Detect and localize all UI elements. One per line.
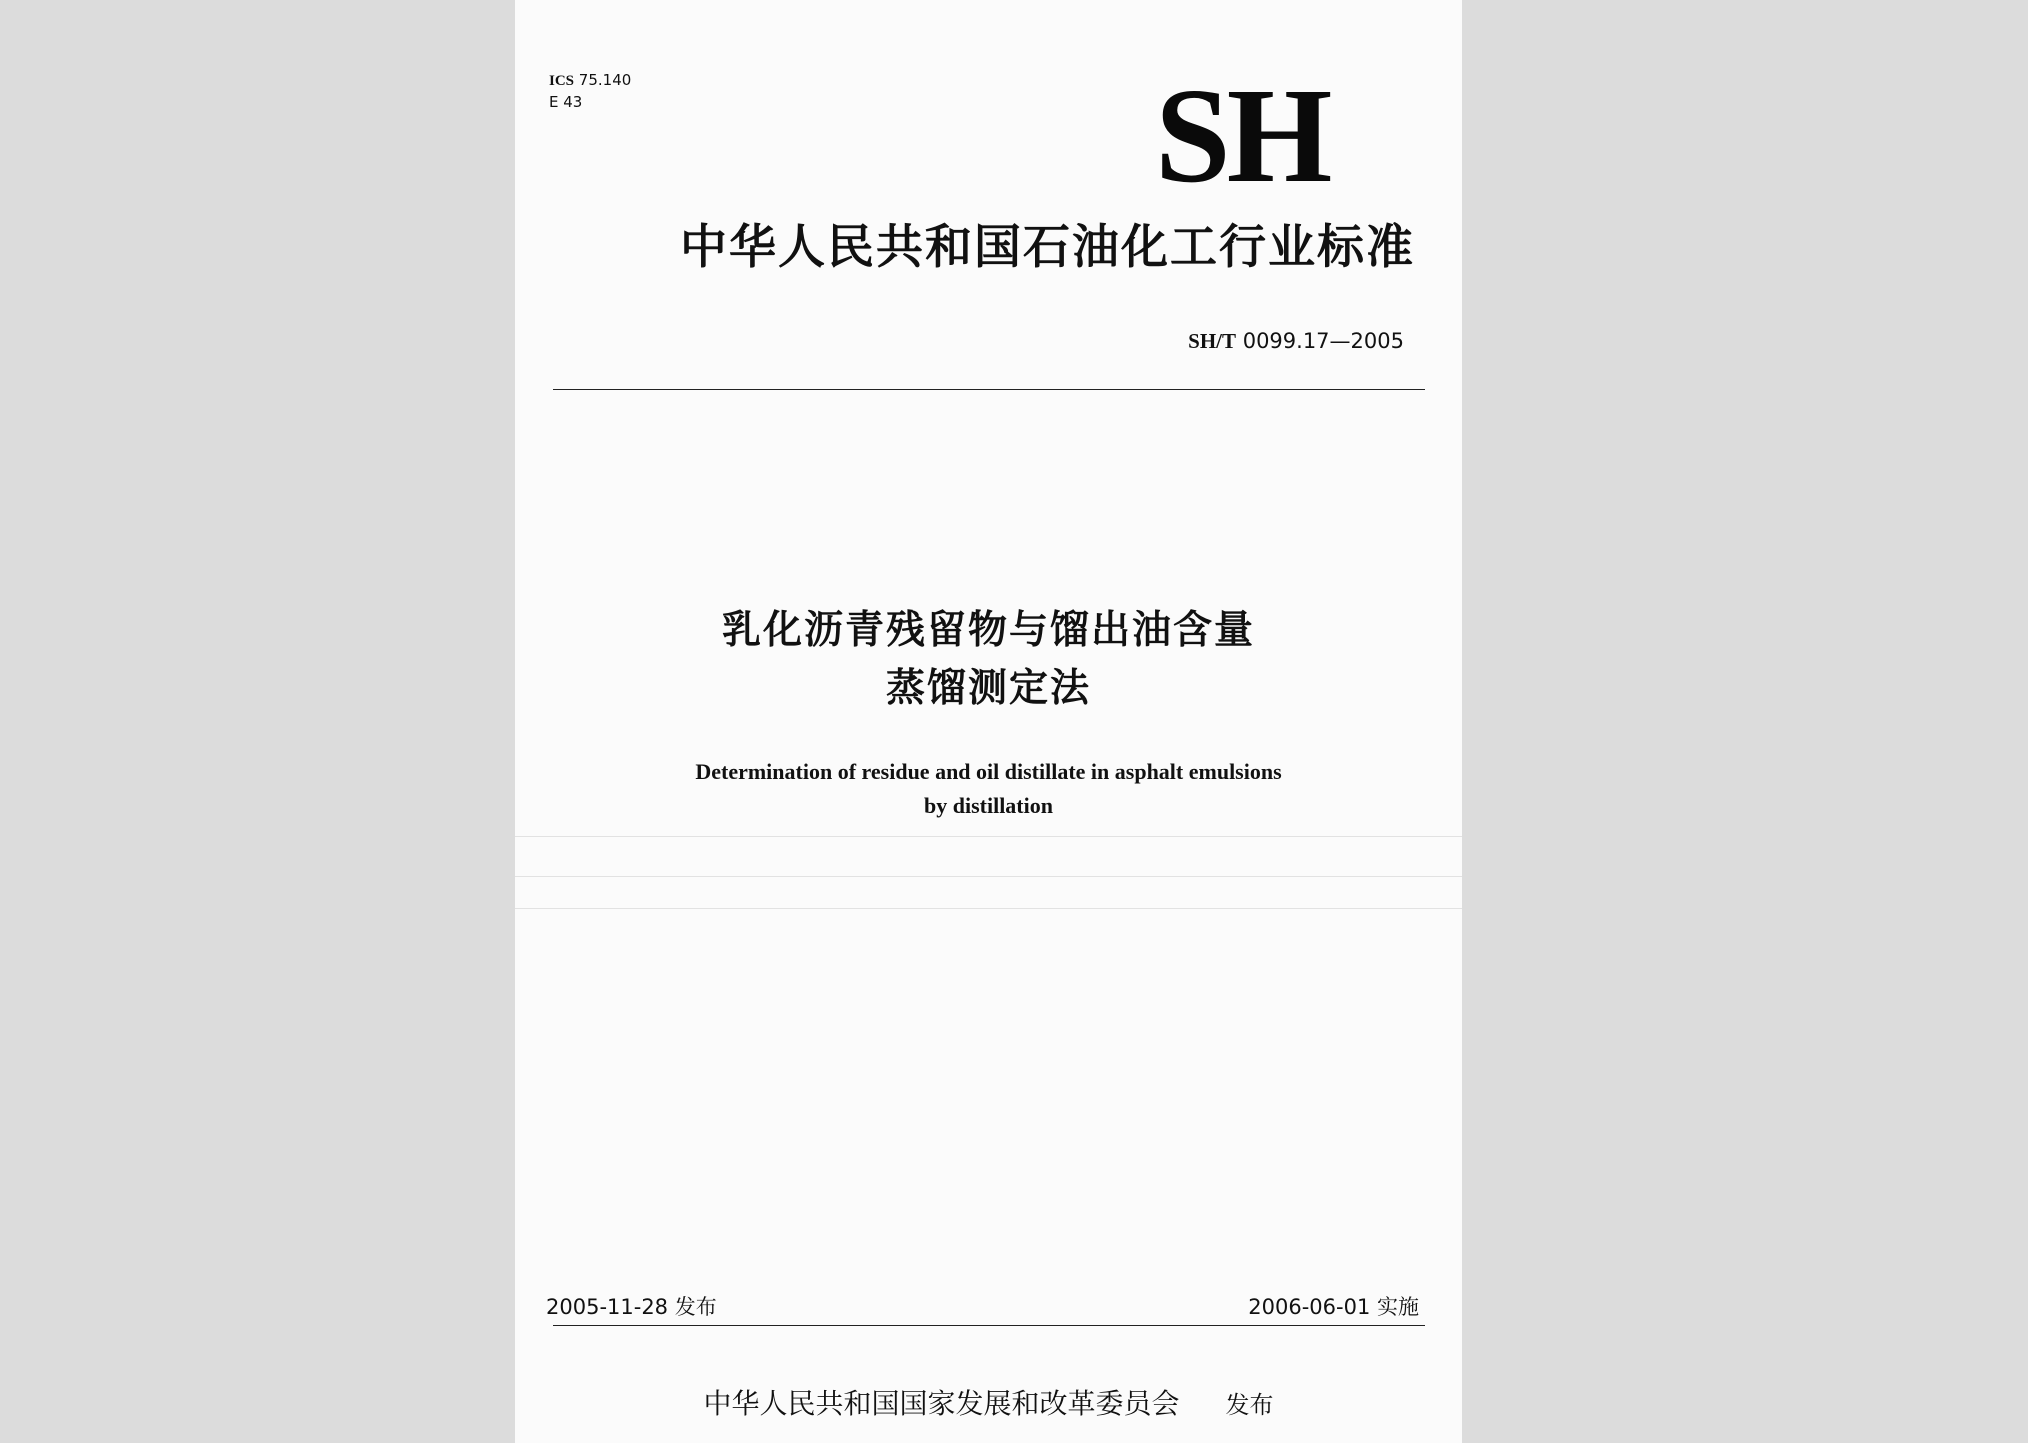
issue-date-value: 2005-11-28 [546, 1295, 669, 1319]
standard-code: 0099.17—2005 [1242, 329, 1404, 353]
ics-value: 75.140 [578, 71, 632, 89]
sh-logo: SH [1155, 61, 1329, 211]
scan-artifact-line [515, 836, 1462, 837]
effective-date [1248, 1291, 1419, 1321]
standard-prefix: SH/T [1188, 329, 1237, 353]
ics-label: ICS [549, 73, 575, 89]
classification-codes [549, 70, 631, 113]
english-title-line-2: by distillation [924, 793, 1053, 818]
footer-divider [553, 1325, 1425, 1326]
publisher [515, 1382, 1462, 1422]
issuing-standard-category: 中华人民共和国石油化工行业标准 [680, 220, 1415, 275]
english-title-line-1: Determination of residue and oil distillate in asphalt emulsions [695, 759, 1282, 784]
header-divider [553, 389, 1425, 390]
chinese-title-line-1: 乳化沥青残留物与馏出油含量 [721, 608, 1255, 653]
ccs-code: E 43 [549, 93, 583, 111]
document-page [515, 0, 1462, 1443]
standard-number [1188, 329, 1404, 354]
publisher-name: 中华人民共和国国家发展和改革委员会 [703, 1387, 1180, 1420]
ics-code [549, 70, 631, 92]
issue-date [546, 1291, 717, 1321]
publisher-action: 发布 [1225, 1391, 1274, 1419]
effective-date-label: 实施 [1377, 1295, 1419, 1319]
chinese-title-line-2: 蒸馏测定法 [885, 666, 1091, 711]
effective-date-value: 2006-06-01 [1248, 1295, 1371, 1319]
issue-date-label: 发布 [674, 1295, 717, 1319]
scan-artifact-line [515, 908, 1462, 909]
scan-artifact-line [515, 876, 1462, 877]
